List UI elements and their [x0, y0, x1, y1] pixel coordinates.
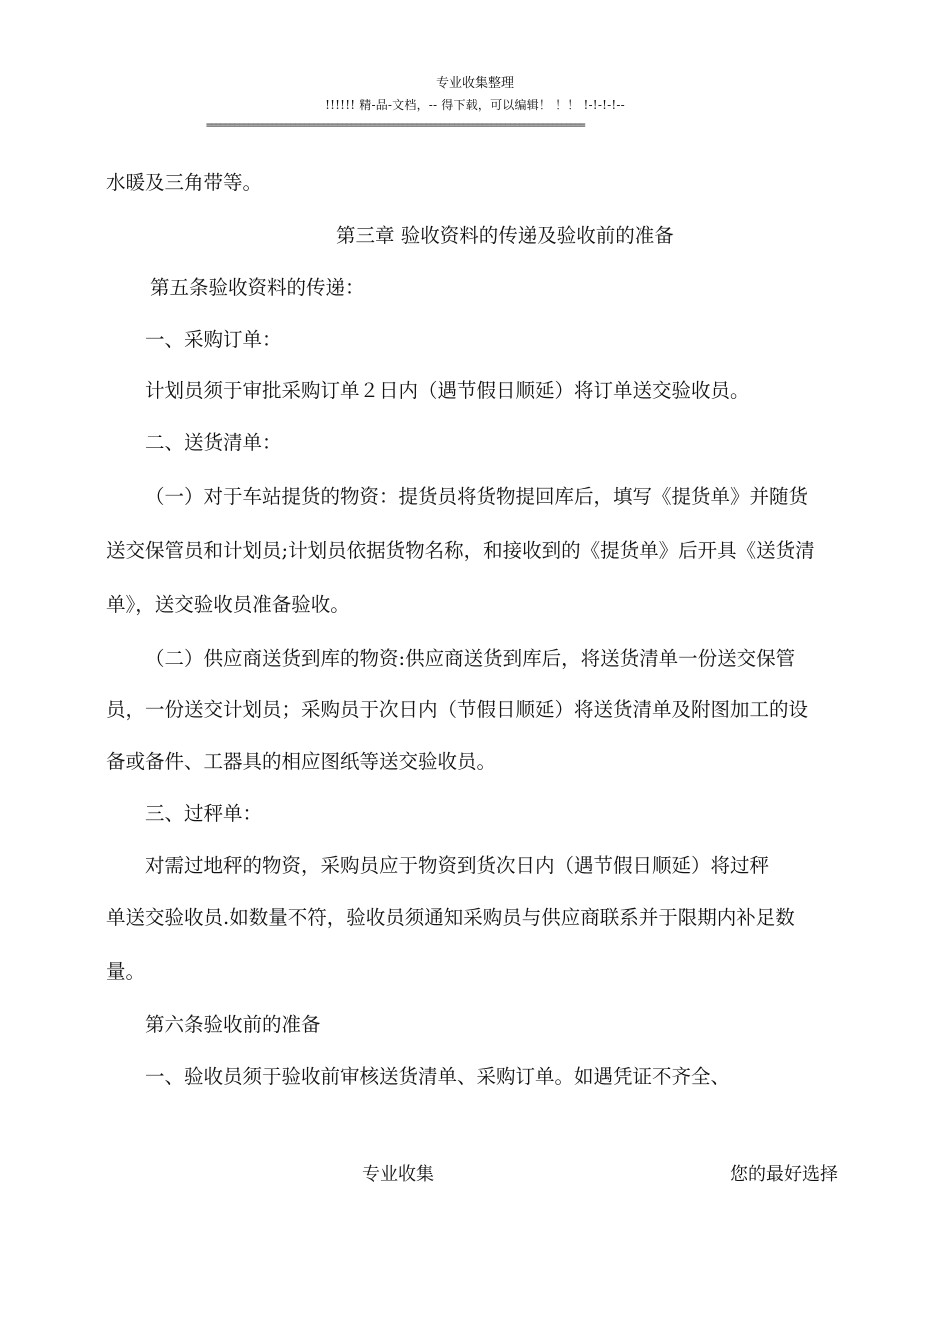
text-line-15: 单送交验收员.如数量不符，验收员须通知采购员与供应商联系并于限期内补足数: [106, 906, 795, 929]
text-line-7: （一）对于车站提货的物资：提货员将货物提回库后，填写《提货单》并随货: [145, 485, 809, 508]
text-line-8: 送交保管员和计划员;计划员依据货物名称，和接收到的《提货单》后开具《送货清: [106, 539, 815, 562]
article-5-heading: 第五条验收资料的传递：: [150, 276, 365, 299]
text-line-10: （二）供应商送货到库的物资:供应商送货到库后，将送货清单一份送交保管: [145, 647, 796, 670]
header-title: 专业收集整理: [435, 76, 514, 91]
text-line-16: 量。: [106, 960, 146, 983]
text-line-5: 计划员须于审批采购订单２日内（遇节假日顺延）将订单送交验收员。: [145, 379, 750, 402]
text-line-18: 一、验收员须于验收前审核送货清单、采购订单。如遇凭证不齐全、: [145, 1065, 731, 1088]
text-line-1: 水暖及三角带等。: [106, 171, 263, 194]
text-line-9: 单》，送交验收员准备验收。: [106, 593, 350, 616]
footer-right: 您的最好选择: [730, 1164, 838, 1185]
footer-center: 专业收集: [362, 1164, 434, 1185]
header-note: !!!!!! 精-品-文档，-- 得下载，可以编辑！ ！！ !-!-!-!--: [325, 98, 625, 112]
text-line-12: 备或备件、工器具的相应图纸等送交验收员。: [106, 750, 497, 773]
text-line-14: 对需过地秤的物资，采购员应于物资到货次日内（遇节假日顺延）将过秤: [145, 854, 770, 877]
section-1-heading: 一、采购订单：: [145, 328, 282, 351]
section-3-heading: 三、过秤单：: [145, 802, 263, 825]
header-rule: =================================================================================: [206, 121, 585, 131]
text-line-11: 员，一份送交计划员；采购员于次日内（节假日顺延）将送货清单及附图加工的设: [106, 698, 809, 721]
section-2-heading: 二、送货清单：: [145, 431, 282, 454]
chapter-heading: 第三章 验收资料的传递及验收前的准备: [336, 224, 674, 247]
article-6-heading: 第六条验收前的准备: [145, 1013, 321, 1036]
